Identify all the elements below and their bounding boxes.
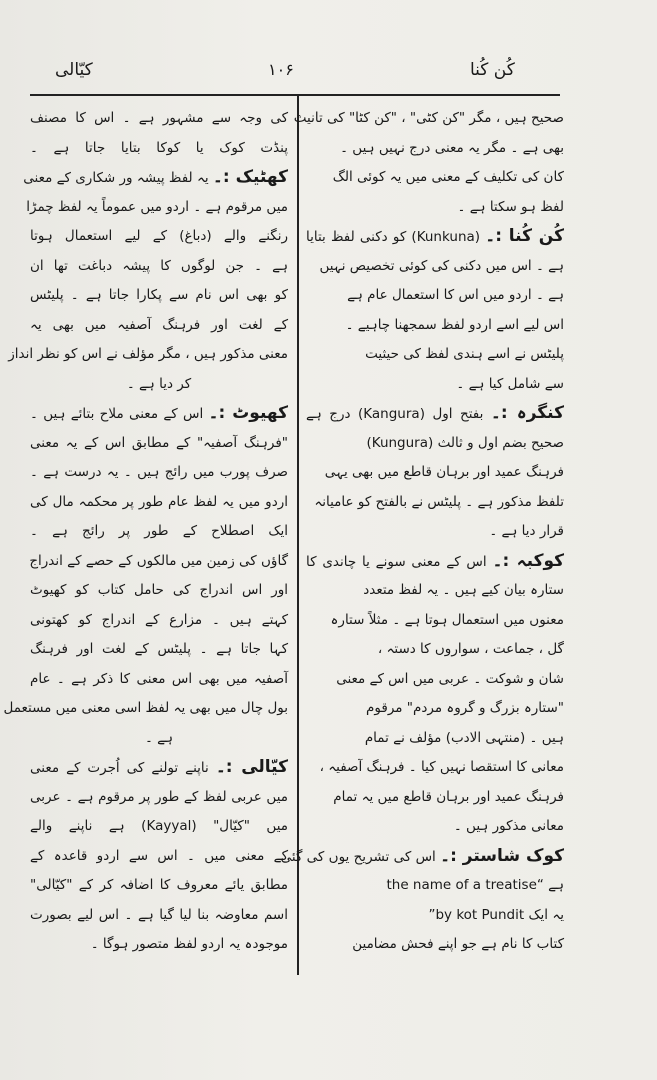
text-line <box>306 311 564 341</box>
text-line <box>306 252 564 282</box>
line-text: تلفظ مذکور ہے ۔ پلیٹس نے بالفتح کو عامیانہ <box>314 493 564 510</box>
line-text: ہے ۔ <box>144 729 174 746</box>
text-line <box>30 370 288 400</box>
headword: کنگرہ :۔ <box>490 403 564 423</box>
text-line <box>30 576 288 606</box>
headword: کُن کُنا :۔ <box>485 226 564 246</box>
left-column <box>3 104 289 960</box>
line-text: ہے ۔ اردو میں اس کا استعمال عام ہے <box>347 287 564 303</box>
headword: کھٹیک :۔ <box>212 167 288 187</box>
line-text: ایک اصطلاح کے طور پر رائج ہے ۔ <box>30 523 288 539</box>
text-line <box>8 340 288 370</box>
text-line <box>30 606 288 636</box>
text-line <box>306 281 564 311</box>
line-text: اردو میں یہ لفظ عام طور پر محکمہ مال کی <box>30 493 288 510</box>
line-text: میں مرقوم ہے ۔ اردو میں عموماً یہ لفظ چمڑا <box>26 198 288 215</box>
text-line <box>306 606 564 636</box>
line-text: شان و شوکت ۔ عربی میں اس کے معنی <box>336 670 564 687</box>
text-line <box>30 429 288 459</box>
line-text: ہے “the name of a treatise <box>386 877 564 893</box>
line-text: پلیٹس نے اسے ہندی لفظ کی حیثیت <box>365 346 564 362</box>
text-line <box>306 694 564 724</box>
text-line <box>306 576 564 606</box>
line-text: صحیح ہیں ، مگر "کن کٹی" ، "کن کٹا" کی تانیث <box>293 110 564 126</box>
line-text: ہیں ۔ (منتہی الادب) مؤلف نے تمام <box>364 729 564 746</box>
headword: کوک شاستر :۔ <box>440 845 564 866</box>
line-text: کے لغت اور فرہنگ آصفیہ میں بھی یہ <box>30 316 288 333</box>
text-line <box>306 163 564 193</box>
entry-headword-line <box>306 547 564 577</box>
line-text: معانی کا استقصا نہیں کیا ۔ فرہنگ آصفیہ ، <box>319 759 564 775</box>
line-text: کو بھی اس نام سے پکارا جاتا ہے ۔ پلیٹس <box>30 287 288 303</box>
line-text: ستارہ بیان کیے ہیں ۔ یہ لفظ متعدد <box>363 582 564 598</box>
line-text: مطابق یائے معروف کا اضافہ کر کے "کیّالی" <box>30 877 288 893</box>
text-line <box>30 134 288 164</box>
text-line <box>306 340 564 370</box>
line-text: اسم معاوضہ بنا لیا گیا ہے ۔ اس لیے بصورت <box>30 906 288 923</box>
running-head-right: کُن کُنا <box>470 60 515 80</box>
text-line <box>30 517 288 547</box>
text-line <box>306 753 564 783</box>
text-line <box>306 665 564 695</box>
text-line <box>306 901 564 931</box>
text-line <box>30 842 288 872</box>
text-line <box>30 252 288 282</box>
line-text: موجودہ یہ اردو لفظ متصور ہوگا ۔ <box>90 936 288 952</box>
text-line <box>30 547 288 577</box>
entry-headword-line <box>30 399 288 429</box>
line-text: کہا جاتا ہے ۔ پلیٹس کے لغت اور فرہنگ <box>30 641 288 657</box>
line-text: لفظ ہو سکتا ہے ۔ <box>457 198 564 215</box>
text-line <box>306 134 564 164</box>
line-text: بفتح اول (Kangura) درج ہے <box>306 406 484 422</box>
line-text: کے معنی میں ۔ اس سے اردو قاعدہ کے <box>30 847 288 864</box>
line-text: اس کے معنی ملاح بتائے ہیں ۔ <box>30 406 204 422</box>
text-line <box>306 370 564 400</box>
line-text: اس کے معنی سونے یا چاندی کا <box>306 553 487 570</box>
text-line <box>30 281 288 311</box>
line-text: صحیح بضم اول و ثالث (Kungura) <box>366 434 564 451</box>
text-line <box>306 517 564 547</box>
line-text: "فرہنگ آصفیہ" کے مطابق اس کے یہ معنی <box>30 434 288 451</box>
text-line <box>30 635 288 665</box>
line-text: میں عربی لفظ کے طور پر مرقوم ہے ۔ عربی <box>30 788 288 805</box>
header-rule <box>30 94 560 96</box>
line-text: ہے ۔ اس میں دکنی کی کوئی تخصیص نہیں <box>319 257 564 274</box>
text-line <box>30 665 288 695</box>
text-line <box>306 871 564 901</box>
line-text: معنی مذکور ہیں ، مگر مؤلف نے اس کو نظر انداز <box>8 346 288 362</box>
text-line <box>3 694 288 724</box>
running-head-left: کیّالی <box>55 60 93 80</box>
entry-headword-line <box>306 399 564 429</box>
text-line <box>306 783 564 813</box>
line-text: ناپنے تولنے کی اُجرت کے معنی <box>30 760 209 776</box>
line-text: صرف پورب میں رائج ہیں ۔ یہ درست ہے ۔ <box>30 464 288 480</box>
headword: کوکبہ :۔ <box>492 550 565 571</box>
line-text: آصفیہ میں بھی اس معنی کا ذکر ہے ۔ عام <box>30 670 288 687</box>
headword: کھیوٹ :۔ <box>208 403 289 423</box>
line-text: کر دیا ہے ۔ <box>126 375 192 392</box>
text-line <box>306 635 564 665</box>
text-line <box>30 222 288 252</box>
line-text: رنگنے والے (دباغ) کے لیے استعمال ہوتا <box>30 228 288 244</box>
line-text: قرار دیا ہے ۔ <box>489 523 564 539</box>
headword: کیّالی :۔ <box>215 757 288 777</box>
text-line <box>306 724 564 754</box>
line-text: ہے ۔ جن لوگوں کا پیشہ دباغت تھا ان <box>30 257 288 274</box>
line-text: بھی ہے ۔ مگر یہ معنی درج نہیں ہیں ۔ <box>340 139 564 156</box>
line-text: فرہنگ عمید اور برہان قاطع میں بھی یہی <box>324 464 564 480</box>
entry-headword-line <box>306 222 564 252</box>
line-text: (Kunkuna) کو دکنی لفظ بتایا <box>306 229 481 245</box>
text-line <box>26 193 288 223</box>
text-line <box>293 104 564 134</box>
text-line <box>306 488 564 518</box>
text-line <box>30 724 288 754</box>
entry-headword-line <box>280 842 564 872</box>
entry-headword-line <box>23 163 288 193</box>
line-text: معانی مذکور ہیں ۔ <box>453 818 564 834</box>
entry-headword-line <box>30 753 288 783</box>
line-text: گل ، جماعت ، سواروں کا دستہ ، <box>377 641 564 657</box>
text-line <box>306 930 564 960</box>
line-text: معنوں میں استعمال ہوتا ہے ۔ مثلاً ستارہ <box>330 611 564 628</box>
line-text: فرہنگ عمید اور برہان قاطع میں یہ تمام <box>333 788 564 805</box>
line-text: پنڈت کوک یا کوکا بتایا جاتا ہے ۔ <box>30 139 288 156</box>
right-column <box>280 104 565 960</box>
text-line <box>30 783 288 813</box>
line-text: یہ ایک by kot Pundit” <box>428 906 564 923</box>
text-line <box>306 458 564 488</box>
text-line <box>30 458 288 488</box>
line-text: میں "کیّال" (Kayyal) ہے ناپنے والے <box>30 818 288 834</box>
text-line <box>30 104 288 134</box>
line-text: بول چال میں بھی یہ لفظ اسی معنی میں مستعمل <box>3 700 288 716</box>
line-text: "ستارہ بزرگ و گروہ مردم" مرقوم <box>366 700 564 716</box>
line-text: کہتے ہیں ۔ مزارع کے اندراج کو کھتونی <box>30 611 288 628</box>
text-line <box>30 871 288 901</box>
line-text: سے شامل کیا ہے ۔ <box>456 375 564 392</box>
line-text: اور اس اندراج کی حامل کتاب کو کھیوٹ <box>30 582 288 598</box>
line-text: اس لیے اسے اردو لفظ سمجھنا چاہیے ۔ <box>345 316 564 333</box>
line-text: یہ لفظ پیشہ ور شکاری کے معنی <box>23 170 209 186</box>
line-text: گاؤں کی زمین میں مالکوں کے حصے کے اندراج <box>29 552 288 569</box>
line-text: کتاب کا نام ہے جو اپنے فحش مضامین <box>352 936 564 952</box>
text-line <box>30 812 288 842</box>
text-line <box>30 901 288 931</box>
text-line <box>30 311 288 341</box>
page-number: ۱۰۶ <box>268 60 294 79</box>
line-text: کان کی تکلیف کے معنی میں یہ کوئی الگ <box>332 169 564 185</box>
text-line <box>30 930 288 960</box>
text-line <box>306 193 564 223</box>
text-line <box>306 812 564 842</box>
text-line <box>306 429 564 459</box>
line-text: کی وجہ سے مشہور ہے ۔ اس کا مصنف <box>30 110 288 126</box>
text-line <box>30 488 288 518</box>
line-text: اس کی تشریح یوں کی گئی <box>280 848 436 865</box>
